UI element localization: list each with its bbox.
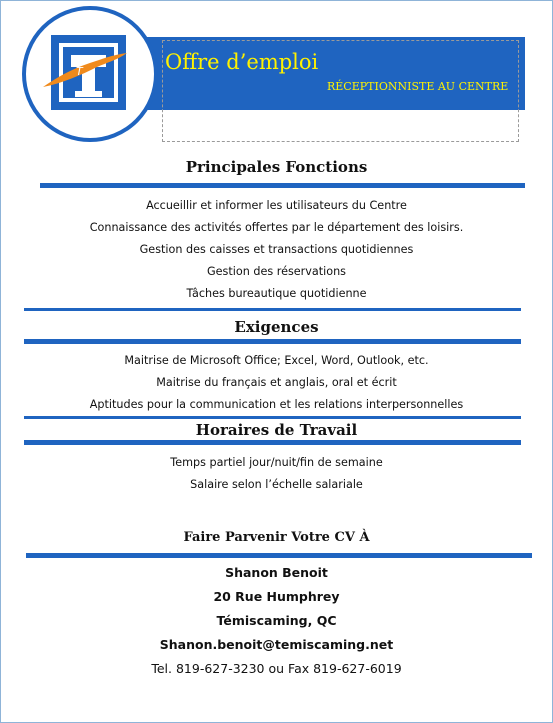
horaires-rule bbox=[24, 440, 521, 445]
exigences-item: Maitrise du français et anglais, oral et écrit bbox=[156, 376, 397, 389]
exigences-top-rule bbox=[24, 308, 521, 311]
fonctions-item: Accueillir et informer les utilisateurs du Centre bbox=[146, 199, 407, 212]
page-title: Offre d’emploi bbox=[165, 50, 319, 74]
contact-name: Shanon Benoit bbox=[225, 565, 328, 580]
fonctions-item: Connaissance des activités offertes par le département des loisirs. bbox=[89, 221, 464, 234]
job-subtitle: RÉCEPTIONNISTE AU CENTRE bbox=[327, 80, 509, 93]
contact-email[interactable]: Shanon.benoit@temiscaming.net bbox=[159, 637, 394, 652]
exigences-heading: Exigences bbox=[234, 318, 319, 336]
contact-rule bbox=[26, 553, 532, 558]
fonctions-heading: Principales Fonctions bbox=[185, 158, 368, 176]
fonctions-item: Tâches bureautique quotidienne bbox=[186, 287, 367, 300]
temiscaming-logo-icon bbox=[21, 5, 159, 143]
horaires-heading: Horaires de Travail bbox=[195, 421, 358, 439]
logo-letter: T bbox=[76, 65, 83, 78]
contact-phone: Tel. 819-627-3230 ou Fax 819-627-6019 bbox=[151, 661, 402, 676]
exigences-item: Aptitudes pour la communication et les relations interpersonnelles bbox=[89, 398, 464, 411]
exigences-item: Maitrise de Microsoft Office; Excel, Word, Outlook, etc. bbox=[124, 354, 429, 367]
horaires-item: Salaire selon l’échelle salariale bbox=[190, 478, 363, 491]
fonctions-item: Gestion des réservations bbox=[206, 265, 347, 278]
contact-heading: Faire Parvenir Votre CV À bbox=[183, 530, 370, 545]
fonctions-rule bbox=[40, 183, 525, 188]
contact-city: Témiscaming, QC bbox=[216, 613, 337, 628]
horaires-item: Temps partiel jour/nuit/fin de semaine bbox=[170, 456, 383, 469]
exigences-rule bbox=[24, 339, 521, 344]
fonctions-item: Gestion des caisses et transactions quotidiennes bbox=[139, 243, 414, 256]
horaires-top-rule bbox=[24, 416, 521, 419]
contact-street: 20 Rue Humphrey bbox=[213, 589, 340, 604]
